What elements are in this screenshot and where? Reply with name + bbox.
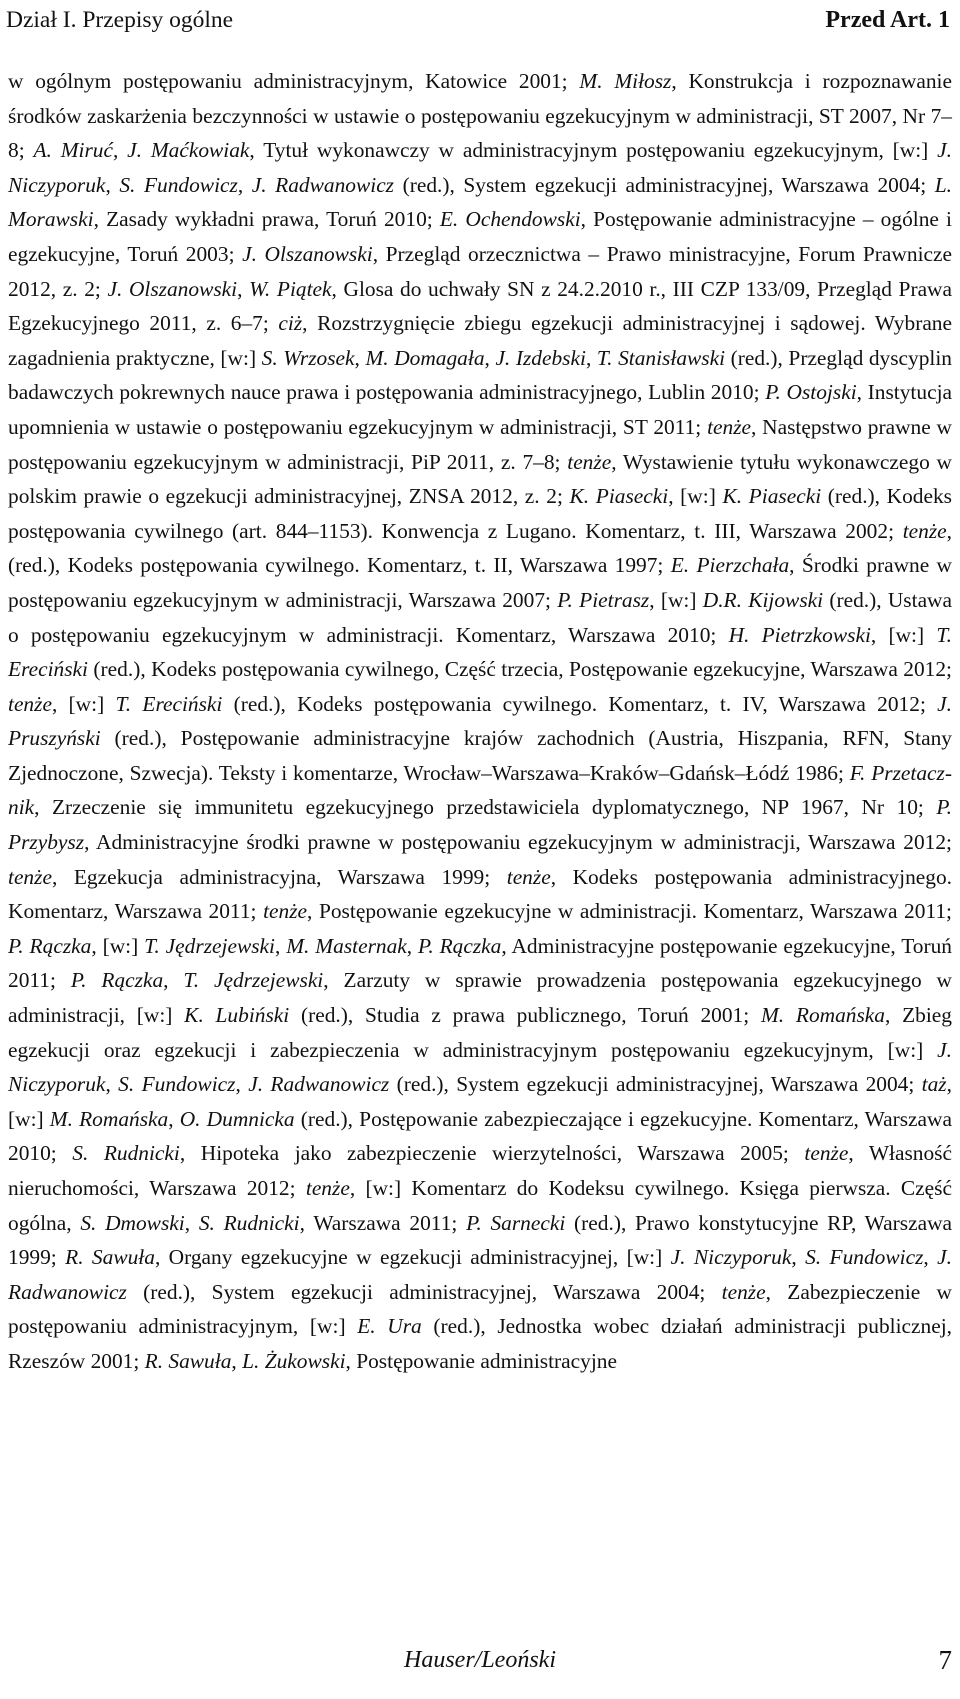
author-name: tenże (567, 449, 612, 474)
author-name: M. Masternak (286, 933, 407, 958)
author-name: T. Stanisławski (596, 345, 726, 370)
text-run: , Tytuł wykonawczy w administracyjnym postępowaniu egzekucyjnym, [w:] (249, 138, 938, 163)
text-run: , (237, 172, 252, 197)
text-run: w ogólnym postępowaniu administracyjnym, Katowice 2001; (8, 69, 580, 93)
text-run: , Warszawa 2011; (299, 1210, 467, 1235)
author-name: M. Domagała (365, 345, 485, 370)
author-name: J. Niczyporuk (670, 1245, 792, 1270)
author-name: W. Piątek (249, 276, 332, 301)
author-name: T. Jędrzejewski (144, 933, 275, 958)
author-name: L. Żukowski (242, 1348, 346, 1373)
author-name: S. Dmowski (80, 1210, 185, 1235)
text-run: , (112, 138, 128, 163)
author-name: R. Sawuła (144, 1348, 232, 1373)
text-run: , Przegląd orzecznictwa – Prawo ministracyjne, Forum Prawnicze 2012, z. 2; (8, 241, 952, 301)
text-run: , Zasady wykładni prawa, Toruń 2010; (93, 207, 440, 232)
text-run: , [w:] (870, 622, 937, 647)
running-footer (0, 1640, 960, 1680)
author-name: K. Lubiński (184, 1003, 290, 1028)
author-name: J. Niczyporuk (8, 138, 952, 197)
text-run: , Glosa do uchwały SN z 24.2.2010 r., III CZP 133/09, Przegląd Prawa Egzekucyjnego 2011, z. 6–7; (8, 276, 953, 336)
text-run: , [w:] (51, 691, 116, 716)
author-name: ciż (278, 311, 303, 336)
text-run: (red.), Studia z prawa publicznego, Toruń 2001; (289, 1003, 761, 1028)
bibliography-paragraph (8, 64, 952, 1379)
text-run: , (105, 172, 120, 197)
author-name: tenże (506, 864, 551, 889)
author-name: P. Rączka (8, 933, 92, 958)
text-run: (red.), Jednostka wobec działań administracji publicznej, Rzeszów 2001; (8, 1314, 952, 1373)
author-name: R. Sawuła (65, 1245, 155, 1270)
text-run: (red.), Kodeks postępowania cywilnego. Komentarz, t. IV, Warszawa 2012; (222, 691, 938, 716)
footer-author: Hauser/Leoński (404, 1647, 556, 1673)
author-name: T. Jędrzejewski (183, 968, 324, 993)
text-run: , Postępowanie administracyjne (345, 1348, 617, 1373)
text-run: , Egzekucja administracyjna, Warszawa 1999; (51, 864, 507, 889)
text-run: (red.), System egzekucji administracyjnej, Warszawa 2004; (126, 1279, 722, 1304)
text-run: , (354, 345, 366, 370)
author-name: P. Ostojski (765, 380, 857, 405)
author-name: P. Rączka (418, 933, 502, 958)
author-name: P. Sarnecki (466, 1210, 566, 1235)
author-name: E. Ura (357, 1314, 422, 1339)
author-name: J. Niczyporuk (8, 1037, 952, 1097)
author-name: E. Ochendowski (439, 207, 581, 232)
author-name: F. Przetacznik (8, 760, 952, 820)
text-run: , Administracyjne postępowanie egzekucyjne, Toruń 2011; (8, 933, 952, 993)
section-title: Dział I. Przepisy ogólne (6, 7, 234, 33)
author-name: P. Pietrasz (557, 587, 650, 612)
text-run: , Postępowanie administracyjne – ogólne i egzekucyjne, Toruń 2003; (8, 207, 952, 266)
text-run: , (163, 968, 184, 993)
author-name: S. Fundowicz (119, 172, 238, 197)
running-header (6, 2, 954, 38)
author-name: tenże (902, 518, 947, 543)
author-name: J. Maćkowiak (127, 138, 250, 163)
text-run: , (923, 1245, 938, 1270)
text-run: , Zarzuty w sprawie prowadzenia postępowania egzekucyjnego w administracji, [w:] (8, 968, 952, 1028)
text-run: (red.), System egzekucji administracyjnej, Warszawa 2004; (394, 172, 935, 197)
text-run: , (274, 933, 287, 958)
text-run: , Instytucja upomnienia w ustawie o postępowaniu egzekucyjnym w administracji, ST 2011; (8, 380, 953, 439)
text-run: , Środki prawne w postępowaniu egzekucyjnym w administracji, Warszawa 2007; (8, 553, 953, 612)
text-run: , (184, 1210, 199, 1235)
text-run: (red.), System egzekucji administracyjnej, Warszawa 2004; (389, 1072, 922, 1097)
author-name: J. Radwanowicz (248, 1072, 390, 1097)
text-run: , (105, 1072, 119, 1097)
text-run: , [w:] (8, 1072, 952, 1131)
author-name: S. Wrzosek (261, 345, 355, 370)
text-run: , Własność nieruchomości, Warszawa 2012; (8, 1141, 952, 1200)
article-marker: Przed Art. 1 (825, 7, 950, 33)
author-name: S. Fundowicz (118, 1072, 236, 1097)
author-name: J. Izdebski (495, 345, 586, 370)
author-name: D.R. Kijowski (702, 587, 824, 612)
author-name: S. Rudnicki (198, 1210, 300, 1235)
text-run: , Kodeks postępowania administracyjnego. Komentarz, Warszawa 2011; (8, 864, 953, 924)
text-run: , Rozstrzygnięcie zbiegu egzekucji administracyjnej i sądowej. Wybrane zagadnienia praktyczne, [w:] (8, 311, 952, 370)
author-name: J. Radwanowicz (8, 1245, 952, 1304)
author-name: tenże (707, 414, 752, 439)
text-run: (red.), Postępowanie administracyjne krajów zachodnich (Austria, Hiszpania, RFN, Stany Zjednoczone, Szwecja). Teksty i komentarze, Wrocław–Warszawa–Kraków–Gdańsk–Łódź 1986; (8, 726, 952, 785)
author-name: J. Radwanowicz (251, 172, 395, 197)
text-run: , Zbieg egzekucji oraz egzekucji i zabezpieczenia w administracyjnym postępowaniu egzekucyjnym, [w:] (8, 1003, 952, 1062)
author-name: J. Olszanowski (107, 276, 238, 301)
author-name: M. Romańska (49, 1106, 169, 1131)
author-name: T. Ereciński (115, 691, 223, 716)
author-name: L. Morawski (8, 172, 952, 232)
author-name: M. Miłosz (579, 69, 672, 93)
text-run: , (168, 1106, 180, 1131)
author-name: K. Piasecki (722, 484, 822, 509)
page-number: 7 (938, 1645, 952, 1675)
text-run: (red.), Kodeks postępowania cywilnego, Część trzecia, Postępowanie egzekucyjne, Warszawa 2012; (88, 657, 952, 682)
text-run: , Organy egzekucyjne w egzekucji administracyjnej, [w:] (154, 1245, 671, 1270)
author-name: E. Pierzchała (670, 553, 790, 578)
author-name: H. Pietrzkowski (728, 622, 871, 647)
author-name: tenże (305, 1176, 350, 1200)
text-run: , Hipoteka jako zabezpieczenie wierzytelności, Warszawa 2005; (179, 1141, 805, 1166)
author-name: P. Przybysz (8, 795, 952, 855)
text-run: , Konstrukcja i rozpoznawanie środków zaskarżenia bezczynności w ustawie o postępowaniu egzekucyjnym w administracji, ST 2007, Nr 7–8; (8, 69, 952, 163)
author-name: K. Piasecki (569, 484, 669, 509)
text-run: , Postępowanie egzekucyjne w administracji. Komentarz, Warszawa 2011; (307, 899, 952, 924)
author-name: tenże (721, 1279, 766, 1304)
text-run: , (red.), Kodeks postępowania cywilnego. Komentarz, t. II, Warszawa 1997; (8, 518, 952, 578)
text-run: , (406, 933, 419, 958)
text-run: , (484, 345, 496, 370)
author-name: O. Dumnicka (179, 1106, 295, 1131)
author-name: tenże (804, 1141, 849, 1166)
author-name: P. Rączka (70, 968, 164, 993)
author-name: T. Ereciński (8, 622, 952, 682)
text-run: , Wystawienie tytułu wykonawczego w polskim prawie o egzekucji administracyjnej, ZNSA 2012, z. 2; (8, 449, 952, 509)
text-run: (red.), Prawo konstytucyjne RP, Warszawa 1999; (8, 1210, 953, 1270)
author-name: S. Fundowicz (805, 1245, 924, 1270)
text-run: , [w:] (668, 484, 723, 509)
author-name: J. Pruszyński (8, 691, 952, 751)
text-run: , [w:] Komentarz do Kodeksu cywilnego. Księga pierwsza. Część ogólna, (8, 1176, 952, 1235)
author-name: tenże (8, 864, 52, 889)
text-run: (red.), Kodeks postępowania cywilnego (art. 844–1153). Konwencja z Lugano. Komentarz, t. III, Warszawa 2002; (8, 484, 952, 543)
text-run: , Zabezpieczenie w postępowaniu administracyjnym, [w:] (8, 1279, 952, 1339)
text-run: , (235, 1072, 249, 1097)
text-run: , (231, 1348, 243, 1373)
text-run: , [w:] (91, 933, 145, 958)
text-run: , Zrzeczenie się immunitetu egzekucyjnego przedstawiciela dyplomatycznego, NP 1967, Nr 10; (34, 795, 937, 820)
text-run: , (237, 276, 250, 301)
author-name: A. Miruć (33, 138, 113, 163)
author-name: taż (921, 1072, 947, 1097)
text-run: (red.), Przegląd dyscyplin badawczych pokrewnych nauce prawa i postępowania administracyjnego, Lublin 2010; (8, 345, 952, 405)
text-run: , (791, 1245, 806, 1270)
text-run: , (585, 345, 597, 370)
text-run: , Następstwo prawne w postępowaniu egzekucyjnym w administracji, PiP 2011, z. 7–8; (8, 414, 952, 474)
author-name: M. Romańska (760, 1003, 885, 1028)
text-run: (red.), Ustawa o postępowaniu egzekucyjnym w administracji. Komentarz, Warszawa 2010; (8, 587, 953, 647)
text-run: (red.), Postępowanie zabezpieczające i egzekucyjne. Komentarz, Warszawa 2010; (8, 1106, 952, 1166)
author-name: tenże (263, 899, 308, 924)
text-run: , [w:] (649, 587, 703, 612)
text-run: , Administracyjne środki prawne w postępowaniu egzekucyjnym w administracji, Warszawa 2012; (84, 830, 952, 855)
author-name: tenże (8, 691, 52, 716)
author-name: J. Olszanowski (242, 241, 373, 266)
author-name: S. Rudnicki (72, 1141, 180, 1166)
